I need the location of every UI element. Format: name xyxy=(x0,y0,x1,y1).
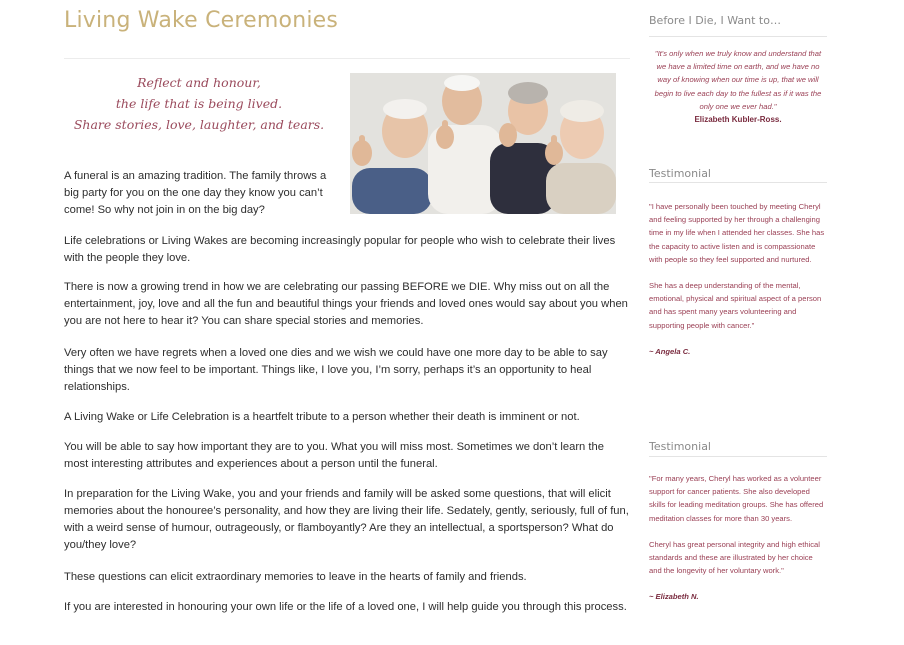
testimonial-elizabeth xyxy=(649,472,827,604)
title-divider xyxy=(64,58,630,59)
widget-heading-before-i-die: Before I Die, I Want to… xyxy=(649,14,781,27)
quote-line: the life that is being lived. xyxy=(115,96,283,111)
testimonial-angela xyxy=(649,200,827,358)
quote-line: Reflect and honour, xyxy=(137,75,261,90)
kubler-ross-quote: "It's only when we truly know and understand that we have a limited time on earth, and we have no way of knowing when our time is up, that we will begin to live each day to the fullest as if it was the only one we ever had." xyxy=(654,49,822,111)
testimonial-paragraph: She has a deep understanding of the mental, emotional, physical and spiritual aspect of a person and has spent many years volunteering and supporting people with cancer." xyxy=(649,281,822,330)
paragraph: A funeral is an amazing tradition. The family throws a big party for you on the one day they know you can’t come! So why not join in on the big day? xyxy=(64,170,327,216)
paragraph: Very often we have regrets when a loved one dies and we wish we could have one more day to be able to say things that we now feel to be important. Things like, I love you, I’m sorry, perhaps it’s an opportunity to heal relationships. xyxy=(64,347,608,393)
widget-divider xyxy=(649,36,827,37)
quote-author: Elizabeth Kubler-Ross. xyxy=(694,115,782,124)
seniors-thumbs-up-photo xyxy=(350,73,616,214)
widget-heading-testimonial: Testimonial xyxy=(649,167,711,180)
quote-line: Share stories, love, laughter, and tears. xyxy=(73,117,325,132)
paragraph: Life celebrations or Living Wakes are becoming increasingly popular for people who wish to celebrate their lives with the people they love. xyxy=(64,235,616,264)
paragraph: These questions can elicit extraordinary memories to leave in the hearts of family and friends. xyxy=(64,571,527,583)
paragraph: There is now a growing trend in how we are celebrating our passing BEFORE we DIE. Why miss out on all the entertainment, joy, love and all the fun and beautiful things your friends and loved ones would say about you when you are not here to hear it? You can share special stories and memories. xyxy=(64,281,628,327)
testimonial-paragraph: "For many years, Cheryl has worked as a volunteer support for cancer patients. She also developed skills for leading meditation groups. She has offered meditation classes for more than 30 years. xyxy=(649,474,824,523)
testimonial-paragraph: "I have personally been touched by meeting Cheryl and feeling supported by her through a challenging time in my life when I attended her classes. She has the capacity to active listen and is compassionate with people so they feel supported and nurtured. xyxy=(649,202,825,264)
paragraph: In preparation for the Living Wake, you and your friends and family will be asked some questions, that will elicit memories about the honouree’s personality, and how they are living their life. Sedately, gently, seriously, full of fun, with a weird sense of humour, outrageously, or flamboyantly? Are they an intellectual, a sportsperson? What do you/they love? xyxy=(64,488,629,551)
intro-quote xyxy=(64,72,334,135)
widget-divider xyxy=(649,182,827,183)
widget-divider xyxy=(649,456,827,457)
testimonial-signature: ~ Elizabeth N. xyxy=(649,592,699,602)
testimonial-signature: ~ Angela C. xyxy=(649,346,691,356)
paragraph: A Living Wake or Life Celebration is a heartfelt tribute to a person whether their death is imminent or not. xyxy=(64,411,580,423)
paragraph: If you are interested in honouring your own life or the life of a loved one, I will help guide you through this process. xyxy=(64,601,627,613)
page-title: Living Wake Ceremonies xyxy=(64,8,339,33)
widget-heading-testimonial: Testimonial xyxy=(649,440,711,453)
testimonial-paragraph: Cheryl has great personal integrity and high ethical standards and these are illustrated by her choice and the longevity of her voluntary work." xyxy=(649,539,820,576)
paragraph: You will be able to say how important they are to you. What you will miss most. Sometimes we don’t learn the most interesting attributes and experiences about a person until the funeral. xyxy=(64,441,604,470)
